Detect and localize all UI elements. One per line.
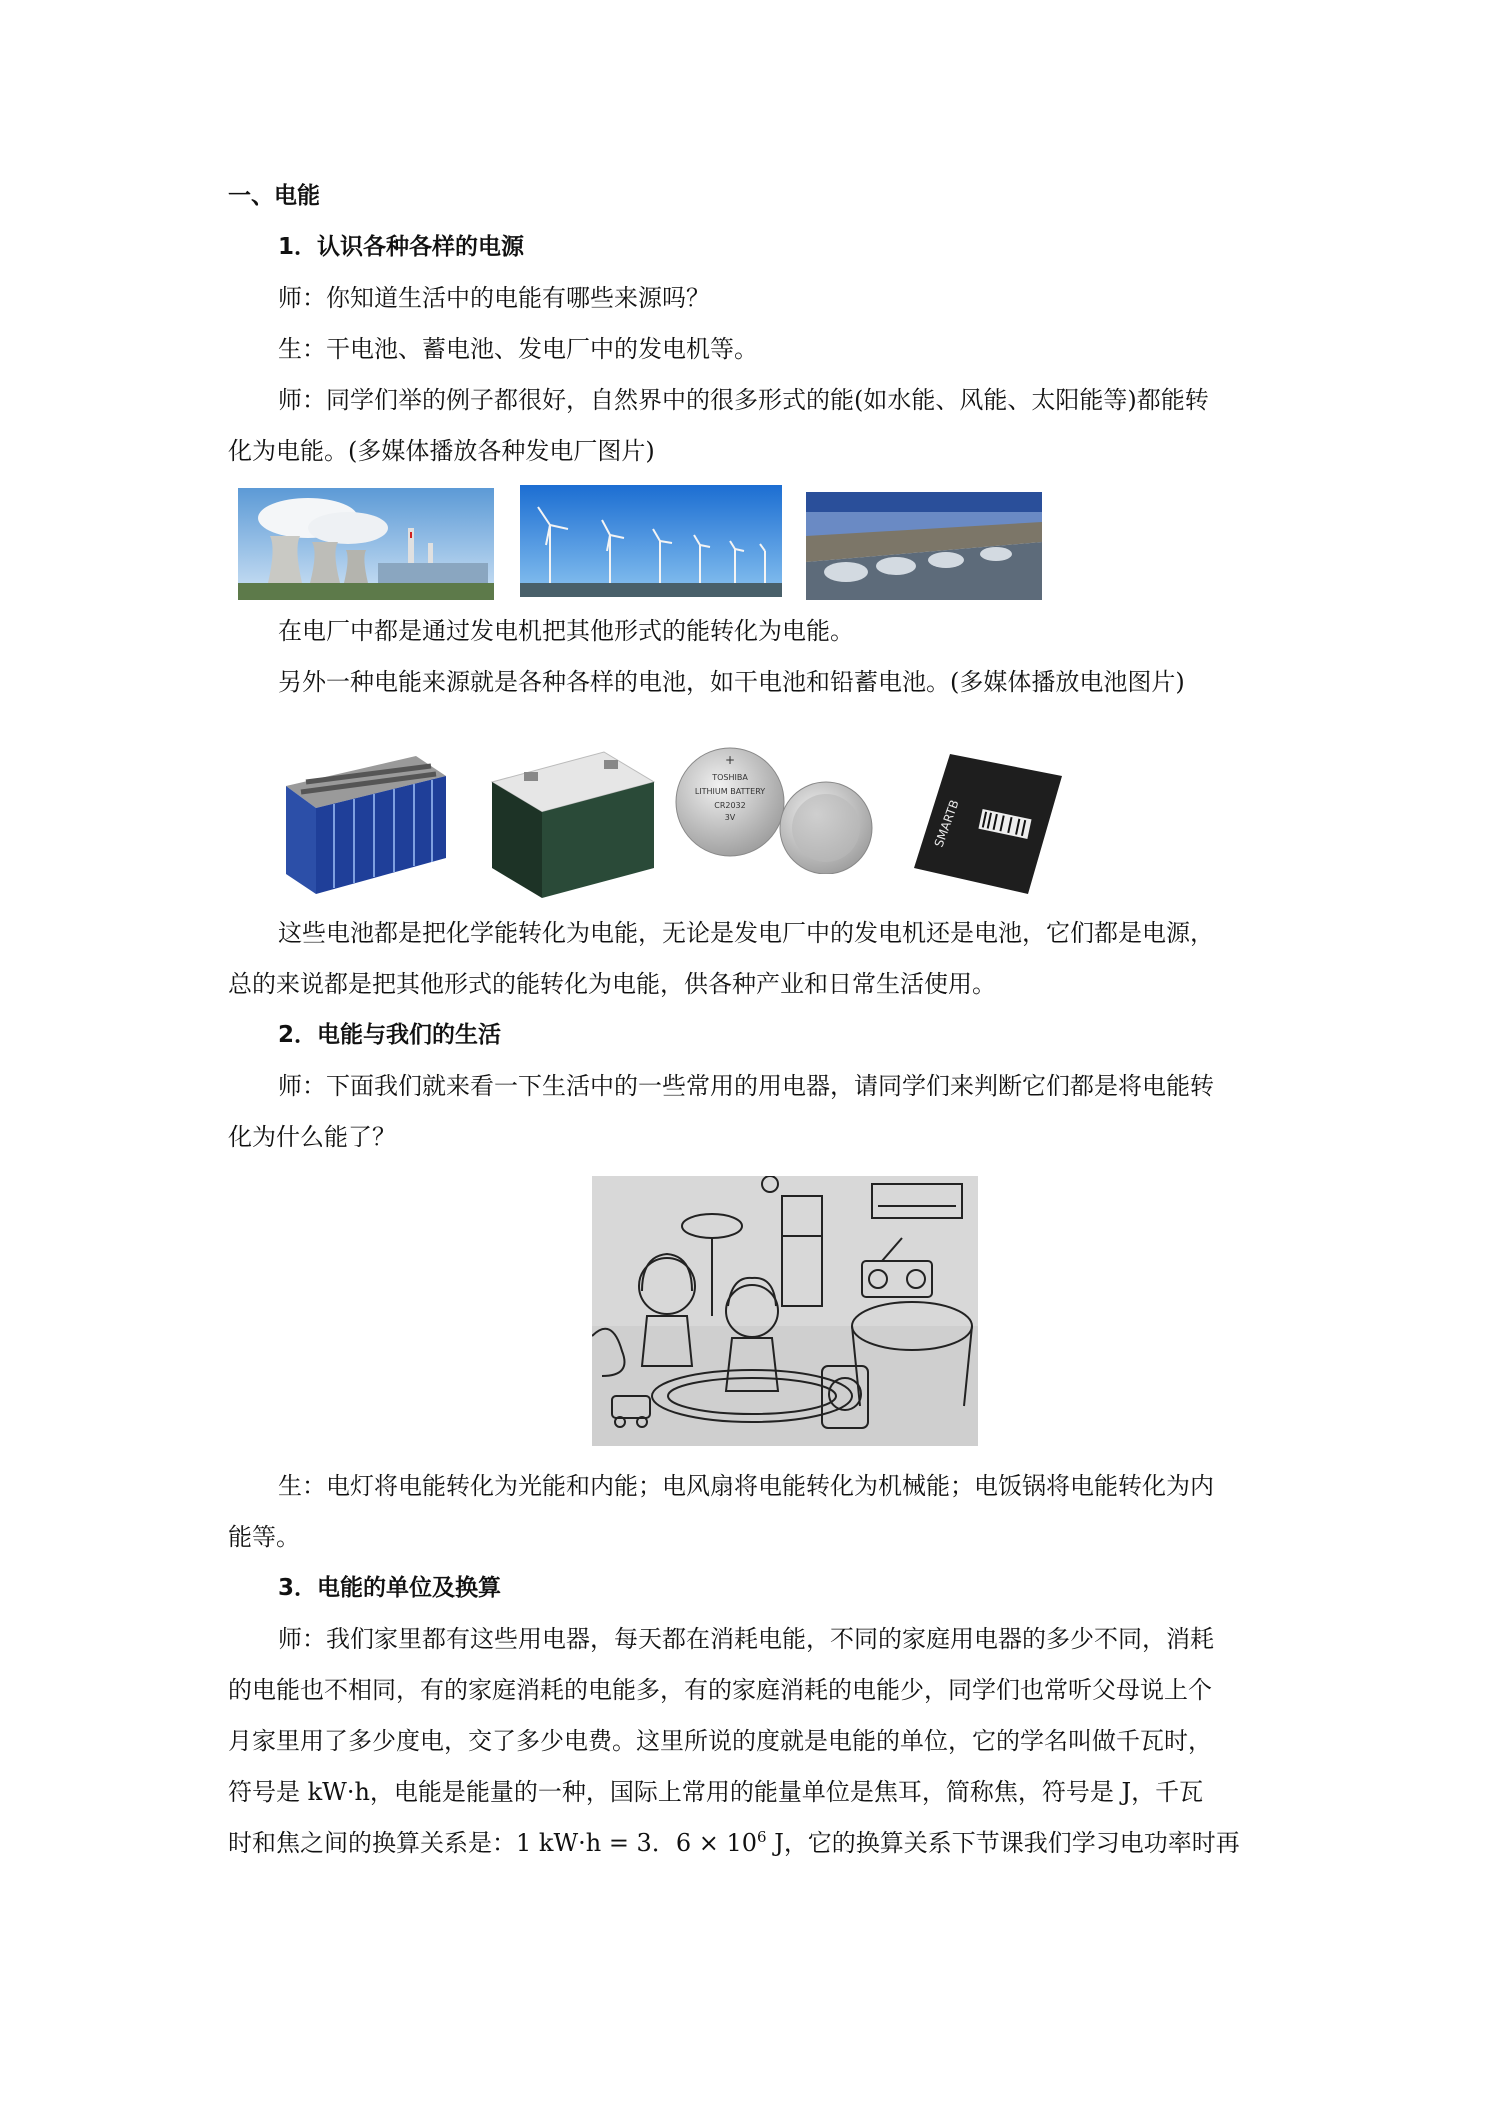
- paragraph: 师：下面我们就来看一下生活中的一些常用的用电器，请同学们来判断它们都是将电能转: [278, 1072, 1214, 1100]
- coin-model-label: CR2032: [714, 801, 746, 810]
- thermal-power-plant-image: [238, 488, 494, 600]
- paragraph: 在电厂中都是通过发电机把其他形式的能转化为电能。: [278, 617, 854, 645]
- lead-acid-battery-image: [484, 742, 660, 900]
- paragraph-continuation: 化为电能。(多媒体播放各种发电厂图片): [228, 437, 655, 465]
- formula-continuation: J，它的换算关系下节课我们学习电功率时再: [766, 1829, 1240, 1857]
- phone-battery-brand: SMARTB: [931, 797, 962, 850]
- section-heading: 一、电能: [228, 183, 320, 209]
- battery-pack-image: [276, 746, 452, 896]
- paragraph-continuation: 能等。: [228, 1523, 300, 1551]
- hydro-dam-image: [806, 492, 1042, 600]
- household-appliances-illustration: [592, 1176, 978, 1446]
- subsection-heading-2: 2．电能与我们的生活: [278, 1022, 502, 1048]
- paragraph: 生：干电池、蓄电池、发电厂中的发电机等。: [278, 335, 758, 363]
- paragraph-continuation: [228, 1827, 1308, 1859]
- paragraph: 另外一种电能来源就是各种各样的电池，如干电池和铅蓄电池。(多媒体播放电池图片): [278, 668, 1185, 696]
- paragraph-continuation: 月家里用了多少度电，交了多少电费。这里所说的度就是电能的单位，它的学名叫做千瓦时，: [228, 1727, 1212, 1755]
- paragraph: 师：你知道生活中的电能有哪些来源吗？: [278, 284, 710, 312]
- wind-farm-image: [520, 485, 782, 597]
- coin-plus-mark: +: [724, 753, 736, 767]
- paragraph-continuation: 符号是 kW·h，电能是能量的一种，国际上常用的能量单位是焦耳，简称焦，符号是 J，千瓦: [228, 1778, 1204, 1806]
- paragraph-continuation: 化为什么能了？: [228, 1123, 396, 1151]
- formula-text: 时和焦之间的换算关系是：1 kW·h = 3．6 × 10: [228, 1829, 758, 1857]
- formula-exponent: 6: [757, 1828, 767, 1846]
- coin-brand-label: TOSHIBA: [712, 773, 748, 782]
- coin-voltage-label: 3V: [724, 813, 736, 822]
- paragraph: 生：电灯将电能转化为光能和内能；电风扇将电能转化为机械能；电饭锅将电能转化为内: [278, 1472, 1214, 1500]
- paragraph: 这些电池都是把化学能转化为电能，无论是发电厂中的发电机还是电池，它们都是电源，: [278, 919, 1214, 947]
- paragraph: 师：我们家里都有这些用电器，每天都在消耗电能，不同的家庭用电器的多少不同，消耗: [278, 1625, 1214, 1653]
- subsection-heading-3: 3．电能的单位及换算: [278, 1575, 502, 1601]
- phone-battery-image: [910, 748, 1066, 898]
- coin-battery-image: [666, 746, 886, 874]
- coin-text-label: LITHIUM BATTERY: [694, 787, 766, 796]
- paragraph-continuation: 的电能也不相同，有的家庭消耗的电能多，有的家庭消耗的电能少，同学们也常听父母说上个: [228, 1676, 1212, 1704]
- paragraph: 师：同学们举的例子都很好，自然界中的很多形式的能(如水能、风能、太阳能等)都能转: [278, 386, 1209, 414]
- subsection-heading-1: 1．认识各种各样的电源: [278, 234, 525, 260]
- paragraph-continuation: 总的来说都是把其他形式的能转化为电能，供各种产业和日常生活使用。: [228, 970, 996, 998]
